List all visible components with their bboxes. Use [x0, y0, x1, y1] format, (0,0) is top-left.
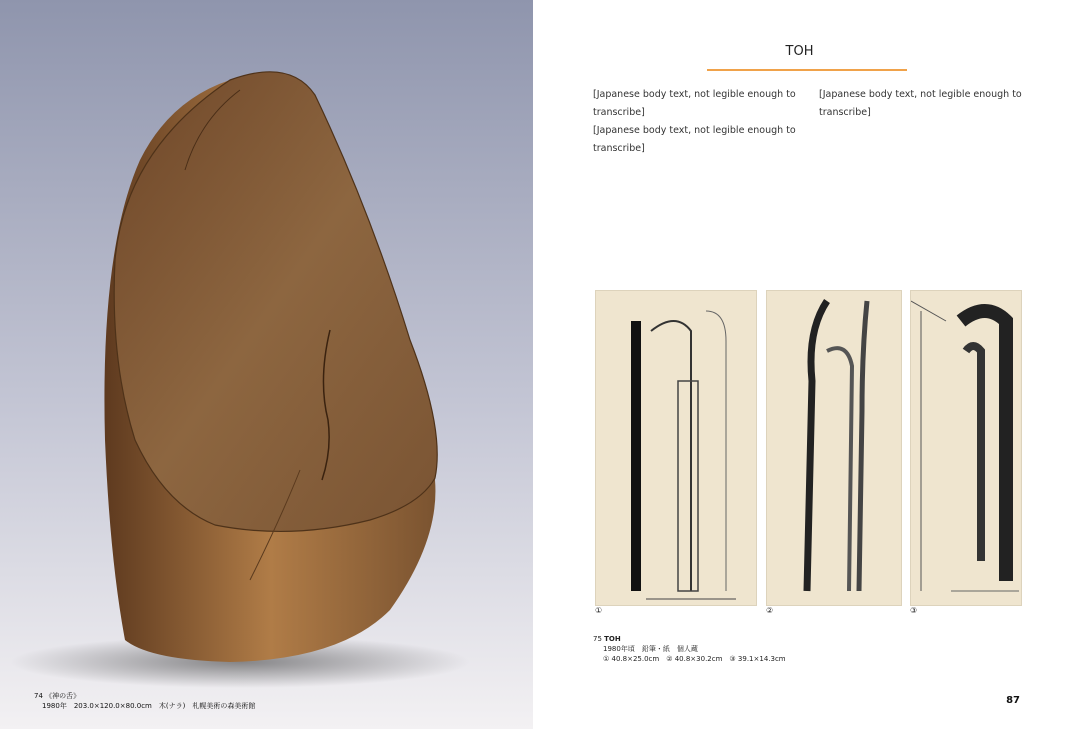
caption-title: TOH	[604, 635, 621, 643]
figure-label-1: ①	[595, 606, 603, 615]
caption-number: 75	[593, 635, 602, 643]
page-number: 87	[1006, 695, 1020, 706]
left-caption	[34, 691, 255, 711]
sketch-3	[910, 290, 1022, 606]
sketch-2-drawing	[767, 291, 901, 605]
title-rule	[707, 69, 907, 71]
figure-label-2: ②	[766, 606, 774, 615]
sketch-3-drawing	[911, 291, 1021, 605]
sketch-1-drawing	[596, 291, 756, 605]
body-column-1	[593, 86, 813, 158]
caption-number: 74	[34, 692, 43, 700]
sketch-1	[595, 290, 757, 606]
caption-title: 《神の舌》	[45, 692, 81, 700]
figure-label-3: ③	[910, 606, 918, 615]
body-paragraph: [Japanese body text, not legible enough to transcribe]	[593, 125, 796, 154]
wood-sculpture-photo	[0, 0, 533, 690]
caption-details: 1980年 203.0×120.0×80.0cm 木(ナラ) 札幌美術の森美術館	[42, 702, 256, 710]
body-paragraph: [Japanese body text, not legible enough to transcribe]	[593, 89, 796, 118]
section-title: TOH	[785, 44, 814, 59]
caption-line-1: 1980年頃 鉛筆・紙 個人蔵	[603, 645, 698, 653]
right-page	[533, 0, 1066, 729]
body-paragraph: [Japanese body text, not legible enough to transcribe]	[819, 89, 1022, 118]
caption-line-2: ① 40.8×25.0cm ② 40.8×30.2cm ③ 39.1×14.3cm	[603, 655, 786, 663]
body-column-2	[819, 86, 1039, 122]
right-caption	[593, 634, 786, 664]
sketch-2	[766, 290, 902, 606]
